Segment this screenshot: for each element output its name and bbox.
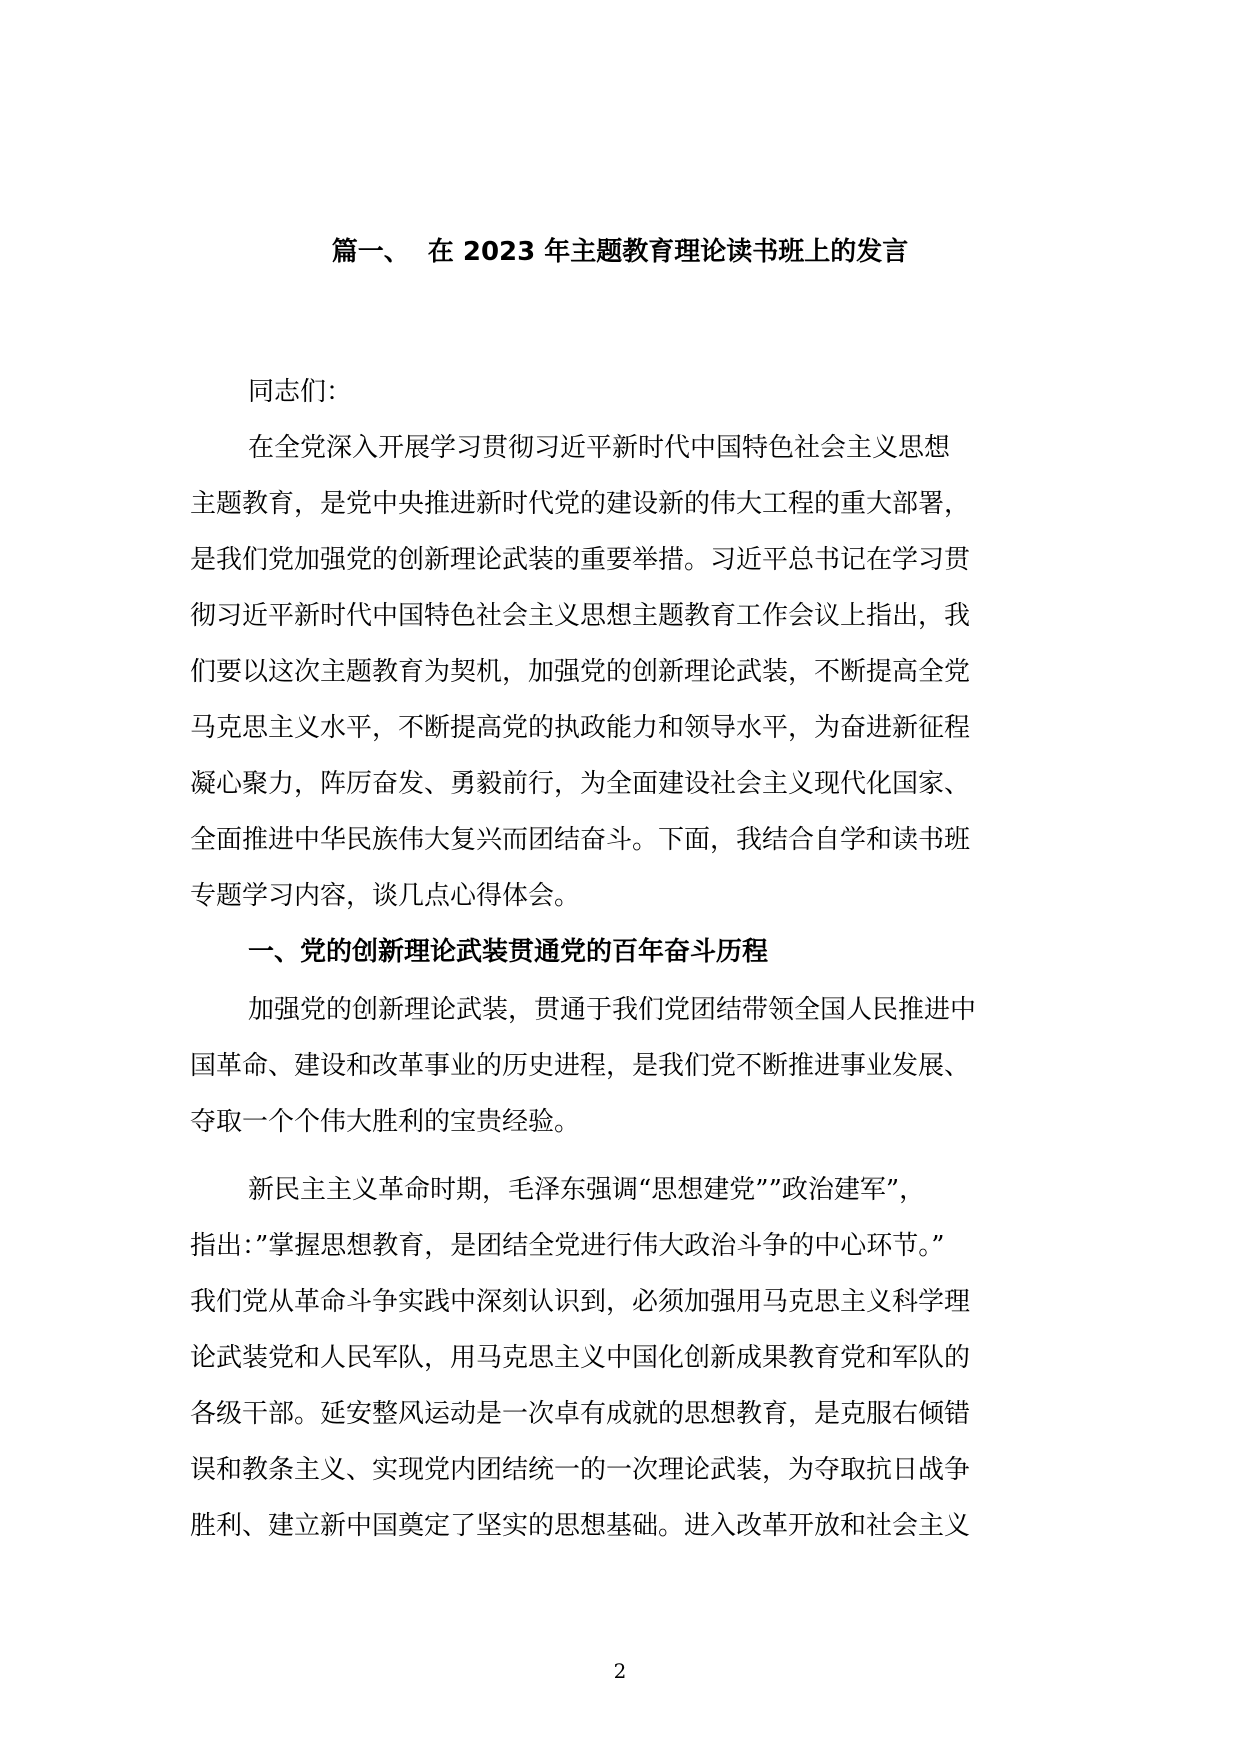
greeting: 同志们： (248, 377, 353, 407)
paragraph-3-line: 论武装党和人民军队，用马克思主义中国化创新成果教育党和军队的 (190, 1343, 971, 1373)
page-number: 2 (613, 1659, 627, 1683)
paragraph-1-line: 全面推进中华民族伟大复兴而团结奋斗。下面，我结合自学和读书班 (190, 825, 971, 855)
paragraph-3-line: 指出：”掌握思想教育，是团结全党进行伟大政治斗争的中心环节。” (190, 1231, 945, 1261)
paragraph-3-line: 各级干部。延安整风运动是一次卓有成就的思想教育，是克服右倾错 (190, 1399, 971, 1429)
paragraph-3-line: 胜利、建立新中国奠定了坚实的思想基础。进入改革开放和社会主义 (190, 1511, 971, 1541)
paragraph-1-line: 马克思主义水平，不断提高党的执政能力和领导水平，为奋进新征程 (190, 713, 971, 743)
paragraph-1-line: 凝心聚力，阵厉奋发、勇毅前行，为全面建设社会主义现代化国家、 (190, 769, 971, 799)
paragraph-3-line: 我们党从革命斗争实践中深刻认识到，必须加强用马克思主义科学理 (190, 1287, 971, 1317)
paragraph-2-line: 夺取一个个伟大胜利的宝贵经验。 (190, 1107, 581, 1137)
document-title: 篇一、 在 2023 年主题教育理论读书班上的发言 (331, 237, 909, 267)
paragraph-1-line: 专题学习内容，谈几点心得体会。 (190, 881, 581, 911)
paragraph-3-line: 误和教条主义、实现党内团结统一的一次理论武装，为夺取抗日战争 (190, 1455, 971, 1485)
section-heading: 一、党的创新理论武装贯通党的百年奋斗历程 (248, 937, 769, 967)
paragraph-1-line: 们要以这次主题教育为契机，加强党的创新理论武装，不断提高全党 (190, 657, 971, 687)
paragraph-1-line: 主题教育，是党中央推进新时代党的建设新的伟大工程的重大部署， (190, 489, 971, 519)
paragraph-1-line: 在全党深入开展学习贯彻习近平新时代中国特色社会主义思想 (248, 433, 951, 463)
paragraph-1-line: 彻习近平新时代中国特色社会主义思想主题教育工作会议上指出，我 (190, 601, 971, 631)
paragraph-2-line: 国革命、建设和改革事业的历史进程，是我们党不断推进事业发展、 (190, 1051, 971, 1081)
paragraph-2-line: 加强党的创新理论武装，贯通于我们党团结带领全国人民推进中 (248, 995, 977, 1025)
paragraph-1-line: 是我们党加强党的创新理论武装的重要举措。习近平总书记在学习贯 (190, 545, 971, 575)
paragraph-3-line: 新民主主义革命时期，毛泽东强调“思想建党””政治建军”， (248, 1175, 926, 1205)
